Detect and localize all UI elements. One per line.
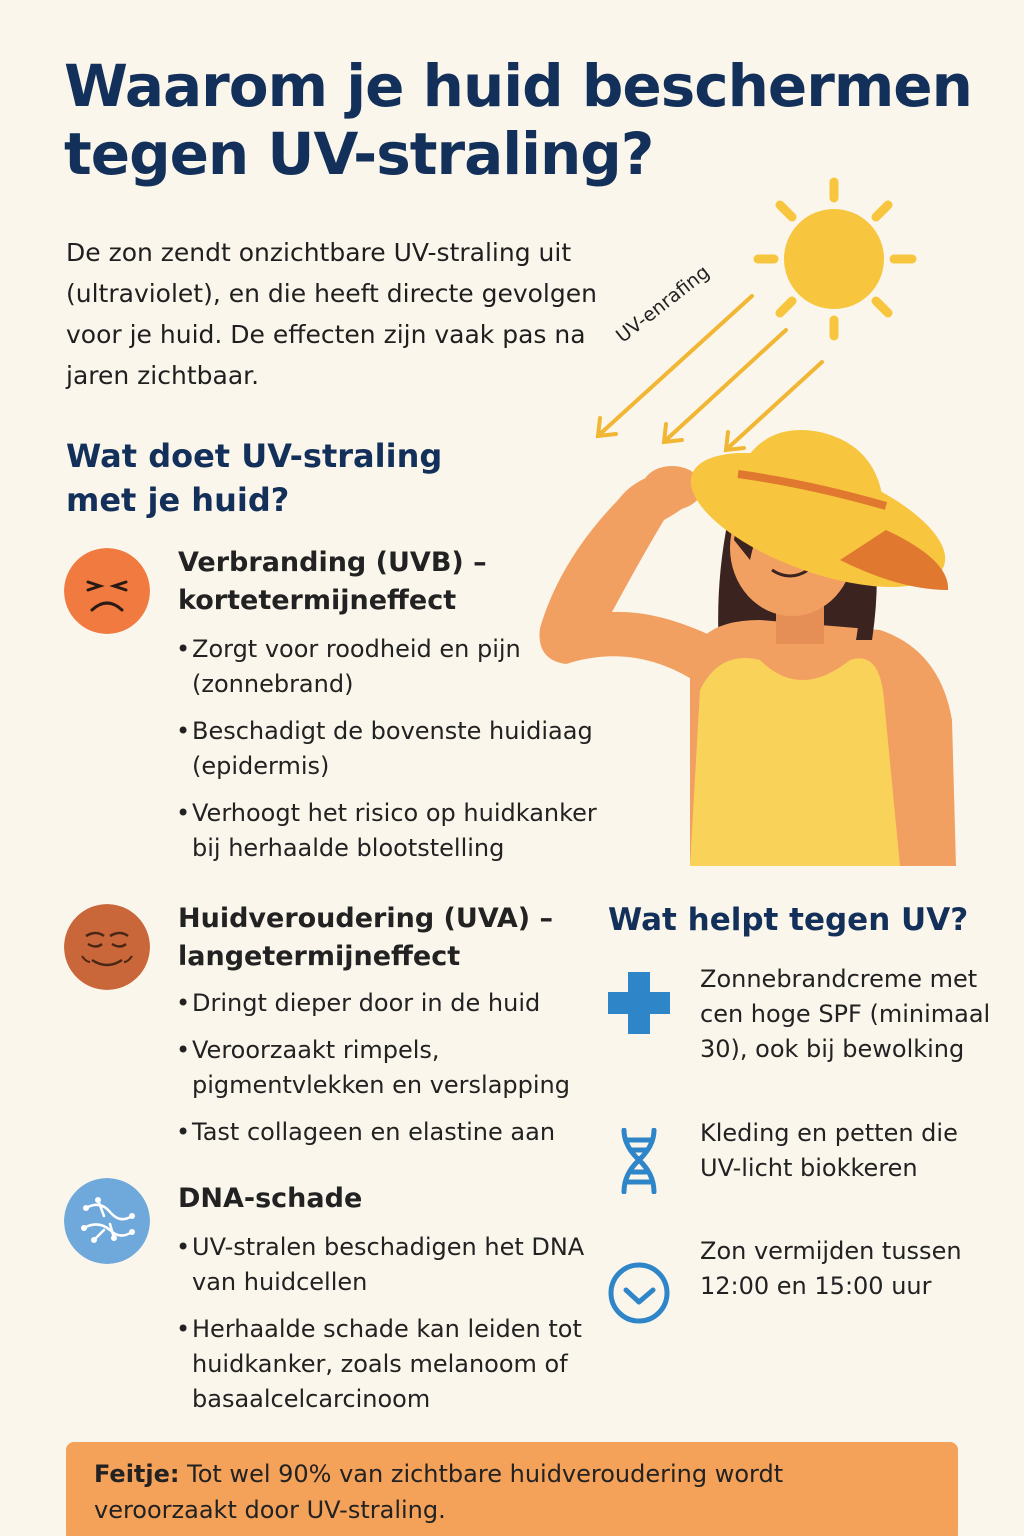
effects-heading: Wat doet UV-straling met je huid? bbox=[66, 437, 443, 519]
fact-box bbox=[66, 1442, 958, 1536]
clock-check-icon bbox=[606, 1260, 672, 1326]
fact-text: Tot wel 90% van zichtbare huidveroudering wordt veroorzaakt door UV-straling. bbox=[94, 1460, 784, 1524]
uv-radiation-label: UV-enrafing bbox=[612, 261, 714, 348]
effect-title-dna: DNA-schade bbox=[178, 1183, 363, 1214]
sad-face-icon bbox=[64, 548, 150, 634]
sun-icon bbox=[758, 182, 912, 336]
dna-network-icon bbox=[64, 1178, 150, 1264]
list-item: • Zorgt voor roodheid en pijn (zonnebrand) bbox=[176, 632, 616, 702]
page-title: Waarom je huid beschermen tegen UV-straling? bbox=[64, 52, 972, 189]
fact-label: Feitje: bbox=[94, 1460, 180, 1488]
list-item: • UV-stralen beschadigen het DNA van huidcellen bbox=[176, 1230, 616, 1300]
help-sunscreen-text: Zonnebrandcreme met cen hoge SPF (minimaal 30), ook bij bewolking bbox=[700, 965, 991, 1063]
list-item: • Herhaalde schade kan leiden tot huidkanker, zoals melanoom of basaalcelcarcinoom bbox=[176, 1312, 616, 1417]
effect-bullets-dna bbox=[176, 1230, 616, 1417]
effect-bullets-aging bbox=[176, 986, 616, 1150]
help-clothing-text: Kleding en petten die UV-licht biokkeren bbox=[700, 1119, 958, 1182]
medical-cross-icon bbox=[606, 970, 672, 1036]
effect-title-aging: Huidveroudering (UVA) – langetermijneffect bbox=[178, 903, 554, 972]
list-item: • Verhoogt het risico op huidkanker bij herhaalde blootstelling bbox=[176, 796, 616, 866]
list-item: • Tast collageen en elastine aan bbox=[176, 1115, 616, 1150]
list-item: • Dringt dieper door in de huid bbox=[176, 986, 616, 1021]
effect-title-burn: Verbranding (UVB) – kortetermijneffect bbox=[178, 547, 487, 616]
effect-bullets-burn bbox=[176, 632, 616, 866]
help-heading: Wat helpt tegen UV? bbox=[608, 902, 969, 938]
list-item: • Beschadigt de bovenste huidiaag (epidermis) bbox=[176, 714, 616, 784]
intro-text: De zon zendt onzichtbare UV-straling uit (ultraviolet), en die heeft directe gevolgen voor je huid. De effecten zijn vaak pas na jaren zichtbaar. bbox=[66, 238, 597, 390]
help-avoid-sun-text: Zon vermijden tussen 12:00 en 15:00 uur bbox=[700, 1237, 962, 1300]
list-item: • Veroorzaakt rimpels, pigmentvlekken en verslapping bbox=[176, 1033, 616, 1103]
dna-helix-icon bbox=[606, 1128, 672, 1194]
aged-face-icon bbox=[64, 904, 150, 990]
